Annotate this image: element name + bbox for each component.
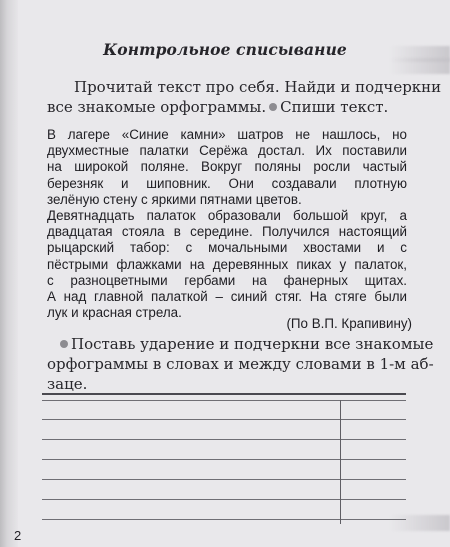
instruction-line: орфограммы в словах и между словами в 1-м аб-: [47, 355, 434, 374]
text-line: на широкой поляне. Вокруг поляны росли частый: [47, 159, 407, 175]
text-line: В лагере «Синие камни» шатров не нашлось, но: [47, 127, 407, 142]
text-line: рыцарский табор: с мочальными хвостами и с: [47, 240, 407, 256]
exercise-heading: Контрольное списывание: [103, 40, 347, 59]
writing-rule: [42, 419, 406, 420]
bleed-through-mark: [390, 58, 450, 74]
margin-line: [340, 400, 341, 524]
writing-rule: [42, 400, 406, 401]
text-line: Девятнадцать палаток образовали большой круг, а: [47, 208, 407, 223]
author-attribution: (По В.П. Крапивину): [286, 316, 412, 332]
text-line: двухместные палатки Серёжа достал. Их поставили: [47, 143, 407, 159]
instruction-line: [60, 334, 433, 354]
writing-lines: [42, 393, 406, 529]
writing-rule: [42, 393, 406, 395]
writing-rule: [42, 519, 406, 520]
text-line: А над главной палаткой – синий стяг. На стяге были: [47, 289, 407, 304]
writing-rule: [42, 459, 406, 460]
bullet-icon: [60, 340, 68, 348]
text-line: березняк и шиповник. Они создавали плотную: [47, 175, 407, 191]
writing-rule: [42, 479, 406, 480]
instruction-line: [47, 97, 388, 117]
writing-rule: [42, 439, 406, 440]
instruction-line: заце.: [47, 375, 88, 394]
text-line: двадцатая стояла в середине. Получился настоящий: [47, 224, 407, 240]
writing-rule: [42, 499, 406, 500]
bullet-icon: [269, 103, 277, 111]
page-spine-shadow: [0, 0, 18, 547]
text-line: зелёную стену с яркими пятнами цветов.: [47, 191, 302, 207]
text-line: лук и красная стрела.: [47, 305, 182, 321]
instruction-text: Поставь ударение и подчеркни все знакомые: [71, 335, 434, 354]
instruction-line: Прочитай текст про себя. Найди и подчеркни: [74, 78, 442, 96]
instruction-text: Спиши текст.: [280, 98, 389, 116]
text-line: пёстрыми флажками на деревянных пиках у палаток,: [47, 256, 407, 272]
text-line: с разноцветными гербами на фанерных щитах.: [47, 272, 407, 288]
instruction-text: все знакомые орфограммы.: [47, 98, 267, 116]
page-number: 2: [14, 528, 22, 543]
